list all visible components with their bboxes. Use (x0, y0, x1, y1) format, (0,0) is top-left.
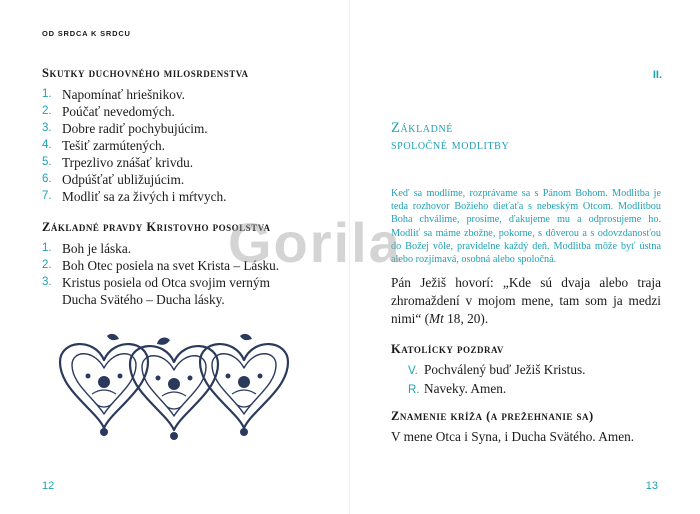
section-heading-cross: Znamenie kríža (a prežehnanie sa) (391, 409, 594, 423)
list-item: 6. Odpúšťať ubližujúcim. (42, 172, 185, 187)
list-item: 2. Poúčať nevedomých. (42, 104, 175, 119)
right-page (350, 0, 700, 514)
scripture-quote: Pán Ježiš hovorí: „Kde sú dvaja alebo traja zhromaždení v mojom mene, tam som ja medzi nimi“ (Mt 18, 20). (391, 275, 661, 326)
list-item: 1. Napomínať hriešnikov. (42, 87, 185, 102)
list-item: V. Pochválený buď Ježiš Kristus. (408, 362, 586, 377)
running-head: OD SRDCA K SRDCU (42, 29, 131, 38)
list-item: 5. Trpezlivo znášať krivdu. (42, 155, 194, 170)
page-number-left: 12 (42, 480, 55, 492)
folk-heart-ornament (52, 332, 297, 447)
list-item: 1. Boh je láska. (42, 241, 132, 256)
list-item: 3. Kristus posiela od Otca svojim verným Ducha Svätého – Ducha lásky. (42, 275, 270, 307)
section-heading-greeting: Katolícky pozdrav (391, 342, 504, 356)
section-heading-truths: Základné pravdy Kristovho posolstva (42, 220, 271, 234)
chapter-number: II. (652, 69, 662, 81)
cross-prayer-text: V mene Otca i Syna, i Ducha Svätého. Amen. (391, 429, 635, 444)
list-item: 4. Tešiť zarmútených. (42, 138, 165, 153)
mercy-list (42, 86, 226, 205)
list-item: 7. Modliť sa za živých i mŕtvych. (42, 189, 227, 204)
list-item: 2. Boh Otec posiela na svet Krista – Lásku. (42, 258, 280, 273)
intro-paragraph: Keď sa modlíme, rozprávame sa s Pánom Bohom. Modlitba je teda rozhovor Božieho dieťaťa s nebeským Otcom. Modlitbou Boha chválime, prosíme, ďakujeme mu a odprosujeme ho. Modliť sa máme zbožne, pokorne, s dôverou a s odovzdanosťou do Božej vôle, pravidelne každý deň. Modlitba môže byť ústna alebo rozjímavá, osobná alebo spoločná. (391, 188, 661, 266)
page-number-right: 13 (645, 480, 658, 492)
list-item: R. Naveky. Amen. (408, 381, 507, 396)
watermark-logo: Gorila (228, 211, 402, 274)
section-title: Základné spoločné modlitby (391, 120, 510, 153)
list-item: 3. Dobre radiť pochybujúcim. (42, 121, 208, 136)
greeting-list (408, 361, 586, 399)
section-heading-mercy: Skutky duchovného milosrdenstva (42, 66, 249, 80)
